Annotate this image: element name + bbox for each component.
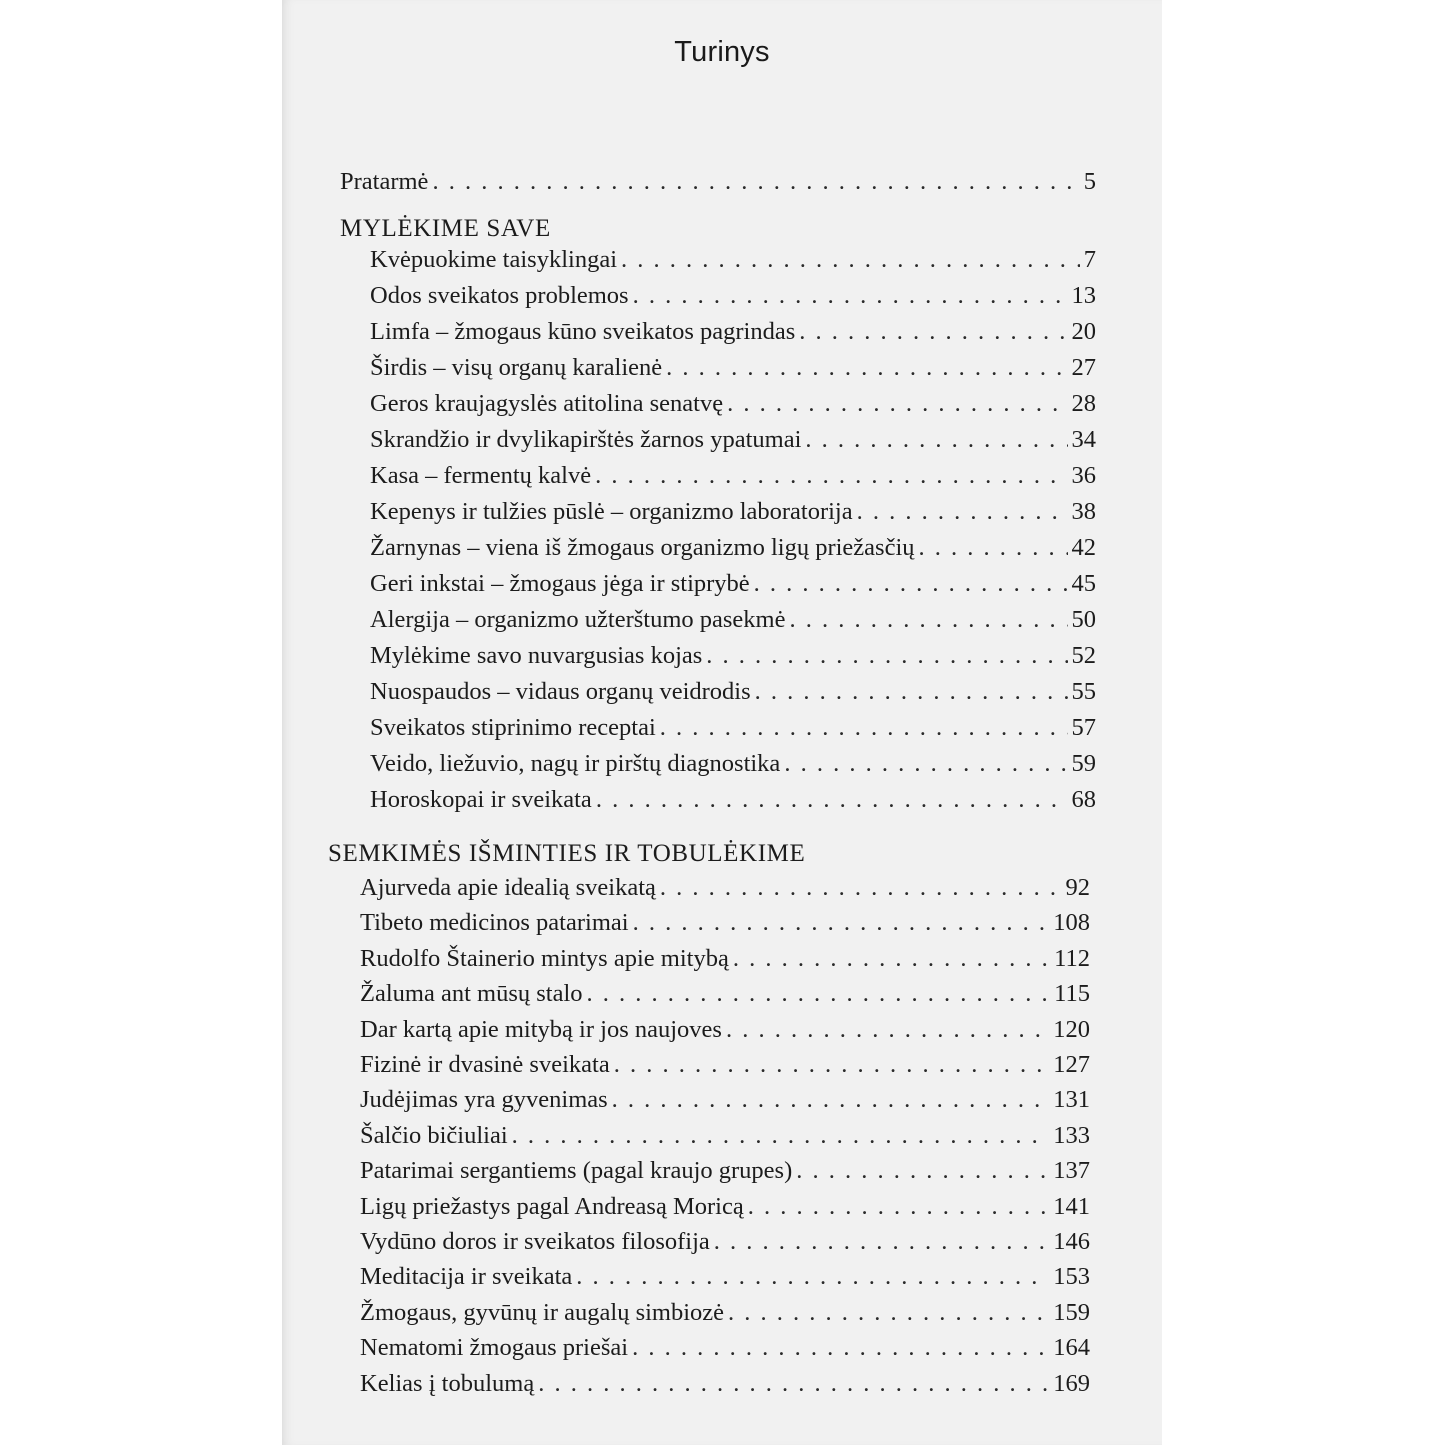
toc-entry-title: Sveikatos stiprinimo receptai [370,714,656,741]
dot-leader [728,1301,1049,1326]
toc-entry-title: Geros kraujagyslės atitolina senatvę [370,390,724,417]
toc-entry-page-number: 28 [1071,390,1096,417]
toc-entry [360,876,1090,901]
dot-leader [576,1265,1049,1290]
toc-entry [360,1192,1090,1220]
dot-leader [714,1230,1049,1255]
toc-entry-title: Mylėkime savo nuvargusias kojas [370,642,703,669]
toc-entry [360,1298,1090,1326]
toc-entry-page-number: 68 [1071,786,1096,813]
dot-leader [633,911,1050,936]
dot-leader [784,752,1067,777]
toc-entry-title: Fizinė ir dvasinė sveikata [360,1051,610,1078]
toc-entry-title: Geri inkstai – žmogaus jėga ir stiprybė [370,570,750,597]
toc-entry-title: Rudolfo Štainerio mintys apie mitybą [360,944,729,972]
dot-leader [432,170,1079,195]
toc-entry-page-number: 127 [1053,1051,1090,1078]
toc-entry [370,536,1096,561]
toc-entry-title: Vydūno doros ir sveikatos filosofija [360,1228,710,1255]
toc-entry [360,911,1090,936]
toc-entry-page-number: 137 [1053,1157,1090,1185]
dot-leader [660,716,1068,741]
dot-leader [595,464,1067,489]
toc-entry [370,680,1096,705]
dot-leader [805,428,1067,453]
toc-entry-page-number: 169 [1053,1369,1090,1397]
toc-entry [370,752,1096,777]
dot-leader [796,1159,1049,1184]
dot-leader [919,536,1068,561]
toc-entry [360,1265,1090,1290]
dot-leader [587,982,1051,1007]
toc-entry-page-number: 13 [1071,282,1096,309]
toc-entry-page-number: 34 [1071,426,1096,453]
toc-entry-title: Kepenys ir tulžies pūslė – organizmo laboratorija [370,498,853,525]
toc-entry-page-number: 52 [1071,642,1096,669]
toc-entry-page-number: 159 [1053,1298,1090,1326]
toc-entry-title: Šalčio bičiuliai [360,1121,508,1149]
dot-leader [666,356,1067,381]
toc-entry [360,1159,1090,1184]
toc-entry-title: Pratarmė [340,168,429,195]
dot-leader [727,392,1067,417]
toc-entry-title: Veido, liežuvio, nagų ir pirštų diagnostika [370,750,781,777]
toc-entry [370,572,1096,597]
dot-leader [621,248,1080,273]
dot-leader [512,1124,1050,1149]
dot-leader [754,572,1068,597]
dot-leader [612,1088,1050,1113]
toc-entry [370,464,1096,489]
toc-entry [370,248,1096,273]
toc-entry-page-number: 115 [1054,980,1090,1008]
toc-entry [370,284,1096,309]
toc-entry-title: Širdis – visų organų karalienė [370,354,663,381]
toc-entry-page-number: 131 [1053,1086,1090,1114]
toc-entry-title: Patarimai sergantiems (pagal kraujo grupes) [360,1157,793,1185]
toc-entry-page-number: 59 [1071,750,1096,777]
toc-entry-title: Limfa – žmogaus kūno sveikatos pagrindas [370,318,796,345]
toc-entry-page-number: 5 [1083,168,1096,195]
toc-entry-page-number: 27 [1071,354,1096,381]
toc-entry-page-number: 57 [1071,714,1096,741]
toc-entry-page-number: 164 [1053,1334,1090,1362]
toc-entry [370,320,1096,345]
dot-leader [596,788,1068,813]
toc-entry-page-number: 20 [1071,318,1096,345]
dot-leader [633,284,1068,309]
toc-entry [360,1088,1090,1113]
toc-entry-page-number: 45 [1071,570,1096,597]
toc-entry-title: Ajurveda apie idealią sveikatą [360,874,656,901]
toc-entry-title: Dar kartą apie mitybą ir jos naujoves [360,1015,722,1043]
toc-entry-page-number: 133 [1053,1121,1090,1149]
toc-entry-title: Skrandžio ir dvylikapirštės žarnos ypatumai [370,426,802,453]
dot-leader [614,1053,1050,1078]
dot-leader [538,1372,1049,1397]
toc-entry [340,170,1096,195]
toc-entry-page-number: 50 [1071,606,1096,633]
toc-entry-page-number: 153 [1053,1263,1090,1291]
toc-entry [370,392,1096,417]
toc-entry [370,608,1096,633]
dot-leader [799,320,1067,345]
toc-entry [370,500,1096,525]
toc-entry-title: Ligų priežastys pagal Andreasą Moricą [360,1192,744,1220]
dot-leader [632,1336,1049,1361]
toc-entry-title: Judėjimas yra gyvenimas [360,1086,608,1114]
toc-entry-page-number: 112 [1054,944,1090,972]
dot-leader [706,644,1067,669]
toc-entry [370,644,1096,669]
toc-entry-page-number: 141 [1053,1192,1090,1220]
dot-leader [748,1195,1050,1220]
toc-entry-title: Kasa – fermentų kalvė [370,462,592,489]
toc-entry-title: Žmogaus, gyvūnų ir augalų simbiozė [360,1298,725,1326]
dot-leader [726,1018,1049,1043]
toc-entry-page-number: 7 [1083,246,1096,273]
toc-entry [360,1015,1090,1043]
toc-entry-page-number: 42 [1071,534,1096,561]
section-heading: SEMKIMĖS IŠMINTIES IR TOBULĖKIME [328,840,806,867]
toc-entry-page-number: 55 [1071,678,1096,705]
toc-entry-title: Žaluma ant mūsų stalo [360,980,583,1008]
toc-entry [360,982,1090,1007]
section-heading: MYLĖKIME SAVE [340,215,551,242]
dot-leader [755,680,1068,705]
toc-entry-title: Alergija – organizmo užterštumo pasekmė [370,606,786,633]
toc-entry-title: Kvėpuokime taisyklingai [370,246,617,273]
toc-entry [370,788,1096,813]
dot-leader [789,608,1067,633]
toc-entry [370,356,1096,381]
toc-entry-title: Horoskopai ir sveikata [370,786,592,813]
dot-leader [733,947,1050,972]
toc-entry-page-number: 146 [1053,1228,1090,1255]
toc-entry-title: Tibeto medicinos patarimai [360,909,629,937]
toc-entry-title: Žarnynas – viena iš žmogaus organizmo ligų priežasčių [370,534,915,561]
dot-leader [857,500,1068,525]
toc-entry [360,1121,1090,1149]
toc-entry [360,1336,1090,1361]
toc-entry-page-number: 108 [1053,909,1090,937]
toc-entry [370,716,1096,741]
toc-entry-title: Odos sveikatos problemos [370,282,629,309]
toc-entry-title: Kelias į tobulumą [360,1369,535,1397]
toc-entry [370,428,1096,453]
toc-entry-page-number: 38 [1071,498,1096,525]
toc-entry-page-number: 120 [1053,1015,1090,1043]
toc-entry-title: Nematomi žmogaus priešai [360,1334,629,1362]
toc-entry-title: Meditacija ir sveikata [360,1263,573,1291]
page-title: Turinys [674,36,770,68]
dot-leader [660,876,1062,901]
toc-entry [360,1369,1090,1397]
toc-entry [360,944,1090,972]
toc-entry [360,1053,1090,1078]
toc-entry [360,1230,1090,1255]
toc-entry-page-number: 36 [1071,462,1096,489]
toc-entry-page-number: 92 [1065,874,1090,901]
toc-entry-title: Nuospaudos – vidaus organų veidrodis [370,678,751,705]
